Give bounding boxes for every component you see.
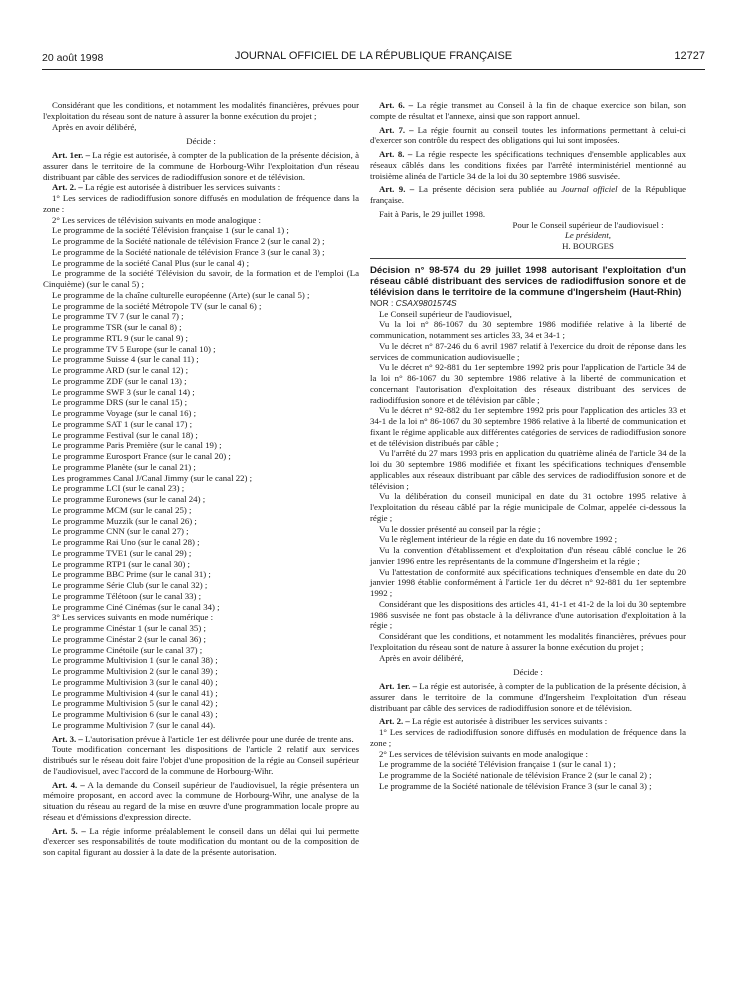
article-label: Art. 2. –: [379, 716, 410, 727]
services-item-1: 1° Les services de radiodiffusion sonore diffusés en modulation de fréquence dans la zone ;: [370, 727, 686, 748]
journal-name: Journal officiel: [561, 184, 618, 195]
list-item: Vu la convention d'établissement et d'exploitation d'un réseau câblé conclue le 26 janvier 1996 entre les représentants de la commune d'Ingersheim et la régie ;: [370, 545, 686, 566]
article-text: La présente décision sera publiée au: [414, 184, 562, 195]
article-label: Art. 1er. –: [52, 150, 90, 160]
list-item: Vu le dossier présenté au conseil par la régie ;: [379, 523, 541, 534]
list-item: Le programme MCM (sur le canal 25) ;: [52, 504, 192, 515]
list-item: Le programme CNN (sur le canal 27) ;: [52, 526, 189, 537]
list-item: Le programme Multivision 3 (sur le canal 40) ;: [52, 676, 218, 687]
list-item: Le programme TVE1 (sur le canal 29) ;: [52, 547, 192, 558]
article-5: [43, 826, 359, 858]
list-item: Le programme SAT 1 (sur le canal 17) ;: [52, 418, 193, 429]
list-item: Le programme Multivision 2 (sur le canal 39) ;: [52, 666, 218, 676]
header-title: JOURNAL OFFICIEL DE LA RÉPUBLIQUE FRANÇAISE: [234, 50, 513, 62]
list-item: Le programme TSR (sur le canal 8) ;: [52, 322, 182, 332]
list-item: Le programme Multivision 4 (sur le canal 41) ;: [52, 687, 218, 698]
signatory-role-text: Le président,: [565, 230, 611, 241]
list-item: Le programme de la société Télévision française 1 (sur le canal 1) ;: [52, 225, 289, 236]
article-text: A la demande du Conseil supérieur de l'audiovisuel, la régie présentera un mémoire proposant, en accord avec la commune de Horbourg-Wihr, une analyse de la situation du réseau au regard de la mise en œuvre d'une programmation locale propre au réseau et d'émissions d'expression directe.: [43, 779, 359, 822]
list-item: Vu la loi n° 86-1067 du 30 septembre 1986 modifiée relative à la liberté de communication, notamment ses articles 33, 34 et 34-1 ;: [370, 319, 686, 340]
list-item: Le programme Paris Première (sur le canal 19) ;: [52, 440, 222, 451]
article-label: Art. 9. –: [379, 184, 415, 195]
article-label: Art. 6. –: [379, 100, 414, 110]
list-item: Le programme Voyage (sur le canal 16) ;: [52, 408, 197, 418]
article-text: de la République française.: [370, 184, 687, 205]
list-item: Vu l'attestation de conformité aux spécifications techniques d'ensemble en date du 20 janvier 1998 établie conformément à l'article 1er du décret n° 92-881 du 1er septembre 1992 ;: [370, 566, 686, 598]
programme-list-a: [43, 225, 359, 300]
services-item-2: 2° Les services de télévision suivants en mode analogique :: [379, 748, 588, 759]
article-text: La régie est autorisée, à compter de la publication de la présente décision, à assurer dans le territoire de la commune de Horbourg-Wihr l'exploitation d'un réseau distribuant par câble des services de radiodiffusion sonore et de télévision.: [43, 150, 359, 182]
list-item: Le programme Rai Uno (sur le canal 28) ;: [52, 537, 200, 547]
list-item: Vu le décret n° 92-882 du 1er septembre 1992 pris pour l'application des articles 33 et 34-1 de la loi n° 86-1067 du 30 septembre 1986 relative à la liberté de communication et fixant le régime applicable aux différentes catégories de services de radiodiffusion sonore et de télévision distribués par câble ;: [370, 405, 686, 448]
list-item: Le programme RTP1 (sur le canal 30) ;: [52, 558, 190, 569]
right-column: [370, 100, 686, 792]
list-item: Le programme LCI (sur le canal 23) ;: [52, 483, 185, 494]
article-text: La régie informe préalablement le conseil dans un délai qui lui permette d'exercer ses responsabilités de toute modification du montant ou de la composition de son capital figurant au dossier à la date de la présente autorisation.: [43, 825, 359, 857]
section-divider: [370, 258, 686, 259]
article-text: La régie respecte les spécifications techniques d'ensemble applicables aux réseaux câblés dans les conditions fixées par l'arrêté interministériel mentionné au troisième alinéa de l'article 34 de la loi du 30 septembre 1986 susvisée.: [370, 149, 687, 181]
signatory-name: H. BOURGES: [562, 241, 614, 251]
article-label: Art. 3. –: [52, 733, 83, 744]
list-item: Le programme Planète (sur le canal 21) ;: [52, 461, 196, 472]
paragraph: Considérant que les conditions, et notamment les modalités financières, prévues pour l'exploitation du réseau sont de nature à assurer la bonne exécution du projet ;: [43, 100, 359, 121]
left-column: [43, 100, 359, 858]
article-8: [370, 149, 686, 181]
list-item: Le programme SWF 3 (sur le canal 14) ;: [52, 386, 195, 397]
header-page-number: 12727: [674, 50, 705, 62]
signature-block: [370, 209, 686, 252]
signatory-role: [370, 230, 686, 241]
list-item: Le programme Multivision 7 (sur le canal 44).: [52, 719, 216, 730]
services-item-2: 2° Les services de télévision suivants en mode analogique :: [52, 214, 261, 225]
nor-reference: [370, 298, 686, 309]
article-2: [370, 716, 686, 727]
article-text: La régie fournit au conseil toutes les informations permettant à celui-ci d'exercer son contrôle du respect des obligations qui lui sont imposées.: [370, 124, 686, 146]
article-1: [43, 150, 359, 182]
list-item: Le programme RTL 9 (sur le canal 9) ;: [52, 332, 188, 343]
list-item: Le programme ARD (sur le canal 12) ;: [52, 365, 189, 375]
article-4: [43, 780, 359, 823]
page-header: [42, 50, 705, 68]
article-label: Art. 7. –: [379, 124, 414, 135]
visas-list: [370, 309, 686, 664]
list-item: Vu la délibération du conseil municipal en date du 31 octobre 1995 relative à l'exploitation du réseau câblé par la régie municipale de Colmar, appelée ci-dessous la régie ;: [370, 491, 686, 523]
decide-heading: Décide :: [186, 136, 216, 147]
article-label: Art. 4. –: [52, 779, 85, 790]
list-item: Le programme Cinéstar 2 (sur le canal 36) ;: [52, 633, 206, 644]
list-item: Le programme de la société Métropole TV (sur le canal 6) ;: [52, 300, 262, 311]
services-item-3: 3° Les services suivants en mode numérique :: [52, 612, 214, 623]
nor-code: CSAX9801574S: [395, 297, 457, 308]
list-item: Le programme Télétoon (sur le canal 33) ;: [52, 590, 202, 601]
article-2: [43, 182, 359, 193]
list-item: Considérant que les dispositions des articles 41, 41-1 et 41-2 de la loi du 30 septembre 1986 susvisée ne font pas obstacle à la délivrance d'une autorisation d'exploitation à la régie ;: [370, 598, 686, 631]
list-item: Le programme Cinéstar 1 (sur le canal 35) ;: [52, 623, 206, 633]
list-item: Le programme Série Club (sur le canal 32) ;: [52, 580, 208, 590]
list-item: Le programme de la chaîne culturelle européenne (Arte) (sur le canal 5) ;: [52, 289, 310, 300]
list-item: Considérant que les conditions, et notamment les modalités financières, prévues pour l'exploitation du réseau sont de nature à assurer la bonne exécution du projet ;: [370, 631, 686, 652]
services-item-1: 1° Les services de radiodiffusion sonore diffusés en modulation de fréquence dans la zone :: [43, 193, 359, 214]
list-item: Vu le décret n° 87-246 du 6 avril 1987 relatif à l'exercice du droit de réponse dans les services de communication audiovisuelle ;: [370, 340, 686, 362]
article-3: [43, 734, 359, 745]
list-item: Le programme de la société Télévision du savoir, de la formation et de l'emploi (La Cinquième) (sur le canal 5) ;: [43, 268, 359, 289]
list-item: Après en avoir délibéré,: [379, 652, 464, 663]
list-item: Le programme DRS (sur le canal 15) ;: [52, 397, 188, 408]
header-date: 20 août 1998: [42, 52, 104, 64]
article-text: La régie est autorisée à distribuer les services suivants :: [82, 182, 281, 193]
article-label: Art. 1er. –: [379, 681, 417, 691]
article-9: [370, 184, 686, 206]
list-item: Vu le règlement intérieur de la régie en date du 16 novembre 1992 ;: [379, 534, 618, 545]
list-item: Le programme Multivision 6 (sur le canal 43) ;: [52, 709, 218, 719]
list-item: Le programme Cinétoile (sur le canal 37) ;: [52, 644, 203, 655]
list-item: Le programme Ciné Cinémas (sur le canal 34) ;: [52, 601, 220, 612]
article-text: La régie transmet au Conseil à la fin de chaque exercice son bilan, son compte de résultat et l'annexe, ainsi que son rapport annuel.: [370, 100, 686, 121]
programme-list-c: [43, 623, 359, 731]
article-label: Art. 8. –: [379, 149, 413, 159]
list-item: Le programme de la Société nationale de télévision France 2 (sur le canal 2) ;: [52, 236, 325, 246]
list-item: Le programme TV 7 (sur le canal 7) ;: [52, 311, 184, 322]
list-item: Le Conseil supérieur de l'audiovisuel,: [379, 308, 512, 319]
programme-list-b: [43, 301, 359, 613]
article-6: [370, 100, 686, 122]
list-item: Le programme Muzzik (sur le canal 26) ;: [52, 515, 197, 526]
paragraph: Toute modification concernant les dispositions de l'article 2 relatif aux services distribués sur le réseau doit faire l'objet d'une proposition de la régie au Conseil supérieur de l'audiovisuel, avec l'accord de la commune de Horbourg-Wihr.: [43, 744, 359, 776]
article-label: Art. 2. –: [52, 182, 83, 193]
header-rule: [42, 69, 705, 70]
article-text: La régie est autorisée, à compter de la publication de la présente décision, à assurer dans le territoire de la commune d'Ingersheim l'exploitation d'un réseau distribuant par câble des services de radiodiffusion sonore et de télévision.: [370, 681, 686, 713]
list-item: Les programmes Canal J/Canal Jimmy (sur le canal 22) ;: [52, 472, 253, 483]
list-item: Le programme Eurosport France (sur le canal 20) ;: [52, 451, 231, 461]
list-item: Le programme Suisse 4 (sur le canal 11) ;: [52, 354, 199, 365]
list-item: Le programme Multivision 5 (sur le canal 42) ;: [52, 698, 218, 709]
article-label: Art. 5. –: [52, 825, 86, 836]
decision-title: Décision n° 98-574 du 29 juillet 1998 autorisant l'exploitation d'un réseau câblé distribuant des services de radiodiffusion sonore et de télévision dans le territoire de la commune d'Ingersheim (Haut-Rhin): [370, 264, 686, 298]
list-item: Le programme Euronews (sur le canal 24) ;: [52, 494, 206, 504]
signatory-body: Pour le Conseil supérieur de l'audiovisuel :: [512, 219, 664, 230]
list-item: Le programme de la Société nationale de télévision France 3 (sur le canal 3) ;: [52, 246, 325, 257]
list-item: Vu le décret n° 92-881 du 1er septembre 1992 pris pour l'application de l'article 34 de la loi n° 86-1067 du 30 septembre 1986 relative à la liberté de communication et concernant l'autorisation d'exploitation des réseaux distribuant des services de radiodiffusion sonore et de télévision par câble ;: [370, 362, 686, 405]
nor-label: NOR :: [370, 297, 396, 308]
signing-place-date: Fait à Paris, le 29 juillet 1998.: [379, 208, 486, 219]
article-text: La régie est autorisée à distribuer les services suivants :: [409, 716, 608, 727]
list-item: Le programme de la société Télévision française 1 (sur le canal 1) ;: [379, 759, 616, 770]
list-item: Le programme ZDF (sur le canal 13) ;: [52, 375, 187, 386]
article-7: [370, 125, 686, 147]
decide-heading: Décide :: [513, 667, 543, 678]
list-item: Le programme Multivision 1 (sur le canal 38) ;: [52, 655, 218, 666]
list-item: Le programme de la Société nationale de télévision France 2 (sur le canal 2) ;: [379, 770, 652, 780]
list-item: Vu l'arrêté du 27 mars 1993 pris en application du quatrième alinéa de l'article 34 de la loi du 30 septembre 1986 modifiée et fixant les spécifications techniques d'ensemble applicables aux réseaux distribuant par câble des services de radiodiffusion sonore et de télévision ;: [370, 448, 686, 491]
list-item: Le programme de la société Canal Plus (sur le canal 4) ;: [52, 257, 250, 268]
list-item: Le programme de la Société nationale de télévision France 3 (sur le canal 3) ;: [379, 780, 652, 791]
article-text: L'autorisation prévue à l'article 1er est délivrée pour une durée de trente ans.: [82, 733, 354, 744]
list-item: Le programme Festival (sur le canal 18) ;: [52, 429, 198, 440]
list-item: Le programme TV 5 Europe (sur le canal 10) ;: [52, 343, 216, 354]
article-1: [370, 681, 686, 713]
list-item: Le programme BBC Prime (sur le canal 31) ;: [52, 569, 211, 580]
paragraph: Après en avoir délibéré,: [52, 121, 137, 132]
